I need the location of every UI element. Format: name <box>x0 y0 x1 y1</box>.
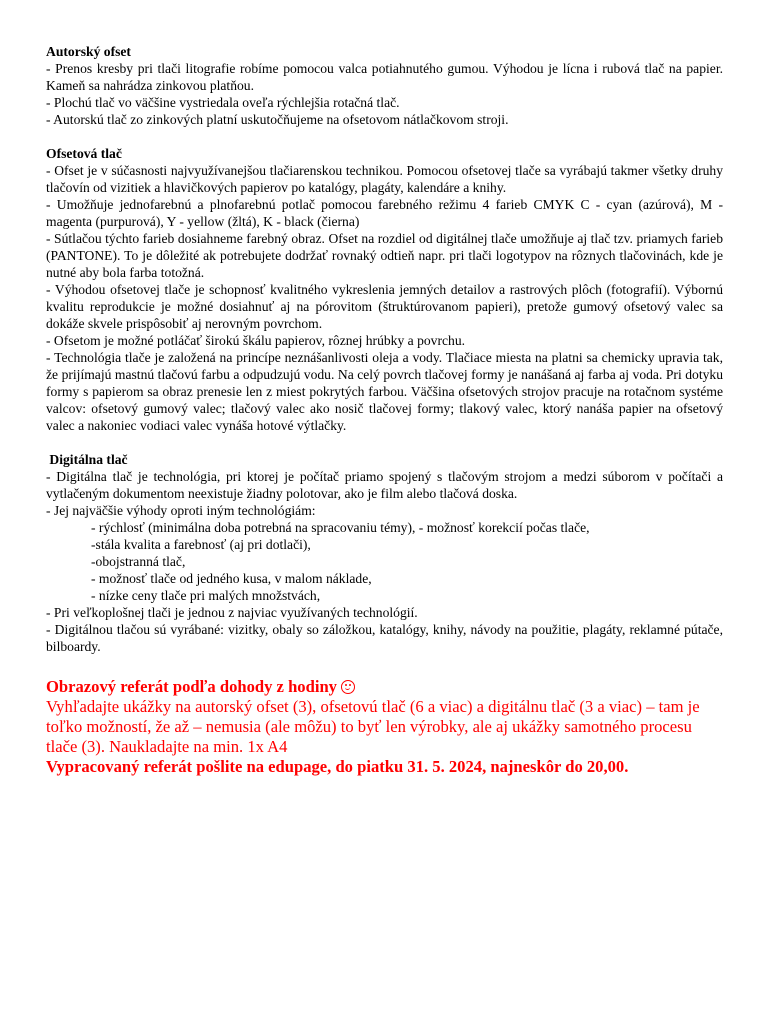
paragraph: - Ofsetom je možné potláčať širokú škálu papierov, rôznej hrúbky a povrchu. <box>46 333 466 348</box>
paragraph: - Pri veľkoplošnej tlači je jednou z najviac využívaných technológií. <box>46 605 418 620</box>
document-page <box>46 43 723 777</box>
spacer <box>46 128 723 145</box>
assignment-block <box>46 677 723 777</box>
list-item: -obojstranná tlač, <box>91 554 186 569</box>
paragraph: - Digitálnou tlačou sú vyrábané: vizitky, obaly so záložkou, katalógy, knihy, návody na použitie, plagáty, reklamné pútače, bilboardy. <box>46 622 723 654</box>
section-ofsetova-tlac <box>46 145 723 434</box>
paragraph: - Plochú tlač vo väčšine vystriedala oveľa rýchlejšia rotačná tlač. <box>46 95 400 110</box>
list-item: -stála kvalita a farebnosť (aj pri dotlači), <box>91 537 311 552</box>
section-heading: Autorský ofset <box>46 44 131 59</box>
paragraph: - Jej najväčšie výhody oproti iným technológiám: <box>46 503 316 518</box>
assignment-deadline: Vypracovaný referát pošlite na edupage, do piatku 31. 5. 2024, najneskôr do 20,00. <box>46 757 629 776</box>
section-heading: Ofsetová tlač <box>46 146 122 161</box>
paragraph: - Technológia tlače je založená na princípe neznášanlivosti oleja a vody. Tlačiace miesta na platni sa chemicky upravia tak, že prijímajú mastnú tlačovú farbu a odpudzujú vodu. Na celý povrch tlačovej formy je nanášaná aj farba aj voda. Pri dotyku formy s papierom sa obraz prenesie len z miest pokrytých farbou. Väčšina ofsetových strojov pracuje na rotačnom systéme valcov: ofsetový gumový valec; tlačový valec ako nosič tlačovej formy; tlakový valec, ktorý nanáša papier na ofsetový valec a nakoniec vodiaci valec vynáša hotové výtlačky. <box>46 350 723 433</box>
paragraph: - Výhodou ofsetovej tlače je schopnosť kvalitného vykreslenia jemných detailov a rastrových plôch (fotografií). Výbornú kvalitu reprodukcie je možné dosiahnuť aj na pórovitom (štruktúrovanom papieri), pretože gumový ofsetový valec sa dokáže skvele prispôsobiť aj nerovným povrchom. <box>46 282 723 331</box>
list-item: - možnosť tlače od jedného kusa, v malom náklade, <box>91 571 372 586</box>
paragraph: - Ofset je v súčasnosti najvyužívanejšou tlačiarenskou technikou. Pomocou ofsetovej tlače sa vyrábajú takmer všetky druhy tlačovín od viziti​ek a hlavičkových papierov po katalógy, plagáty, kalendáre a knihy. <box>46 163 723 195</box>
paragraph: - Umožňuje jednofarebnú a plnofarebnú potlač pomocou farebného režimu 4 farieb CMYK C - cyan (azúrová), M - magenta (purpurová), Y - yellow (žltá), K - black (čierna) <box>46 197 723 229</box>
paragraph: - Autorskú tlač zo zinkových platní uskutočňujeme na ofsetovom nátlačkovom stroji. <box>46 112 509 127</box>
smiley-icon <box>341 680 355 694</box>
list-item: - rýchlosť (minimálna doba potrebná na spracovaniu témy), - možnosť korekcií počas tlače, <box>91 520 590 535</box>
list-item: - nízke ceny tlače pri malých množstvách, <box>91 588 321 603</box>
advantages-list <box>46 519 723 604</box>
assignment-body: Vyhľadajte ukážky na autorský ofset (3), ofsetovú tlač (6 a viac) a digitálnu tlač (3 a viac) – tam je toľko možností, že až – nemusia (ale môžu) to byť len výrobky, ale aj ukážky samotného procesu tlače (3). Naukladajte na min. 1x A4 <box>46 697 700 756</box>
paragraph: - Digitálna tlač je technológia, pri ktorej je počítač priamo spojený s tlačovým strojom a medzi súborom v počítači a vytlačeným dokumentom neexistuje žiadny polotovar, ako je film alebo tlačová doska. <box>46 469 723 501</box>
section-autorsky-ofset <box>46 43 723 128</box>
assignment-title: Obrazový referát podľa dohody z hodiny <box>46 677 337 696</box>
assignment-title-line <box>46 677 723 697</box>
section-heading: Digitálna tlač <box>46 452 128 467</box>
section-digitalna-tlac <box>46 451 723 655</box>
spacer <box>46 434 723 451</box>
paragraph: - Prenos kresby pri tlači litografie robíme pomocou valca potiahnutého gumou. Výhodou je lícna i rubová tlač na papier. Kameň sa nahrádza zinkovou platňou. <box>46 61 723 93</box>
paragraph: - Sútlačou týchto farieb dosiahneme farebný obraz. Ofset na rozdiel od digitálnej tlače umožňuje aj tlač tzv. priamych farieb (PANTONE). To je dôležité ak potrebujete dodržať rovnaký odtieň napr. pri tlači logotypov na rôznych tlačovinách, kde je nutné aby bola farba totožná. <box>46 231 723 280</box>
